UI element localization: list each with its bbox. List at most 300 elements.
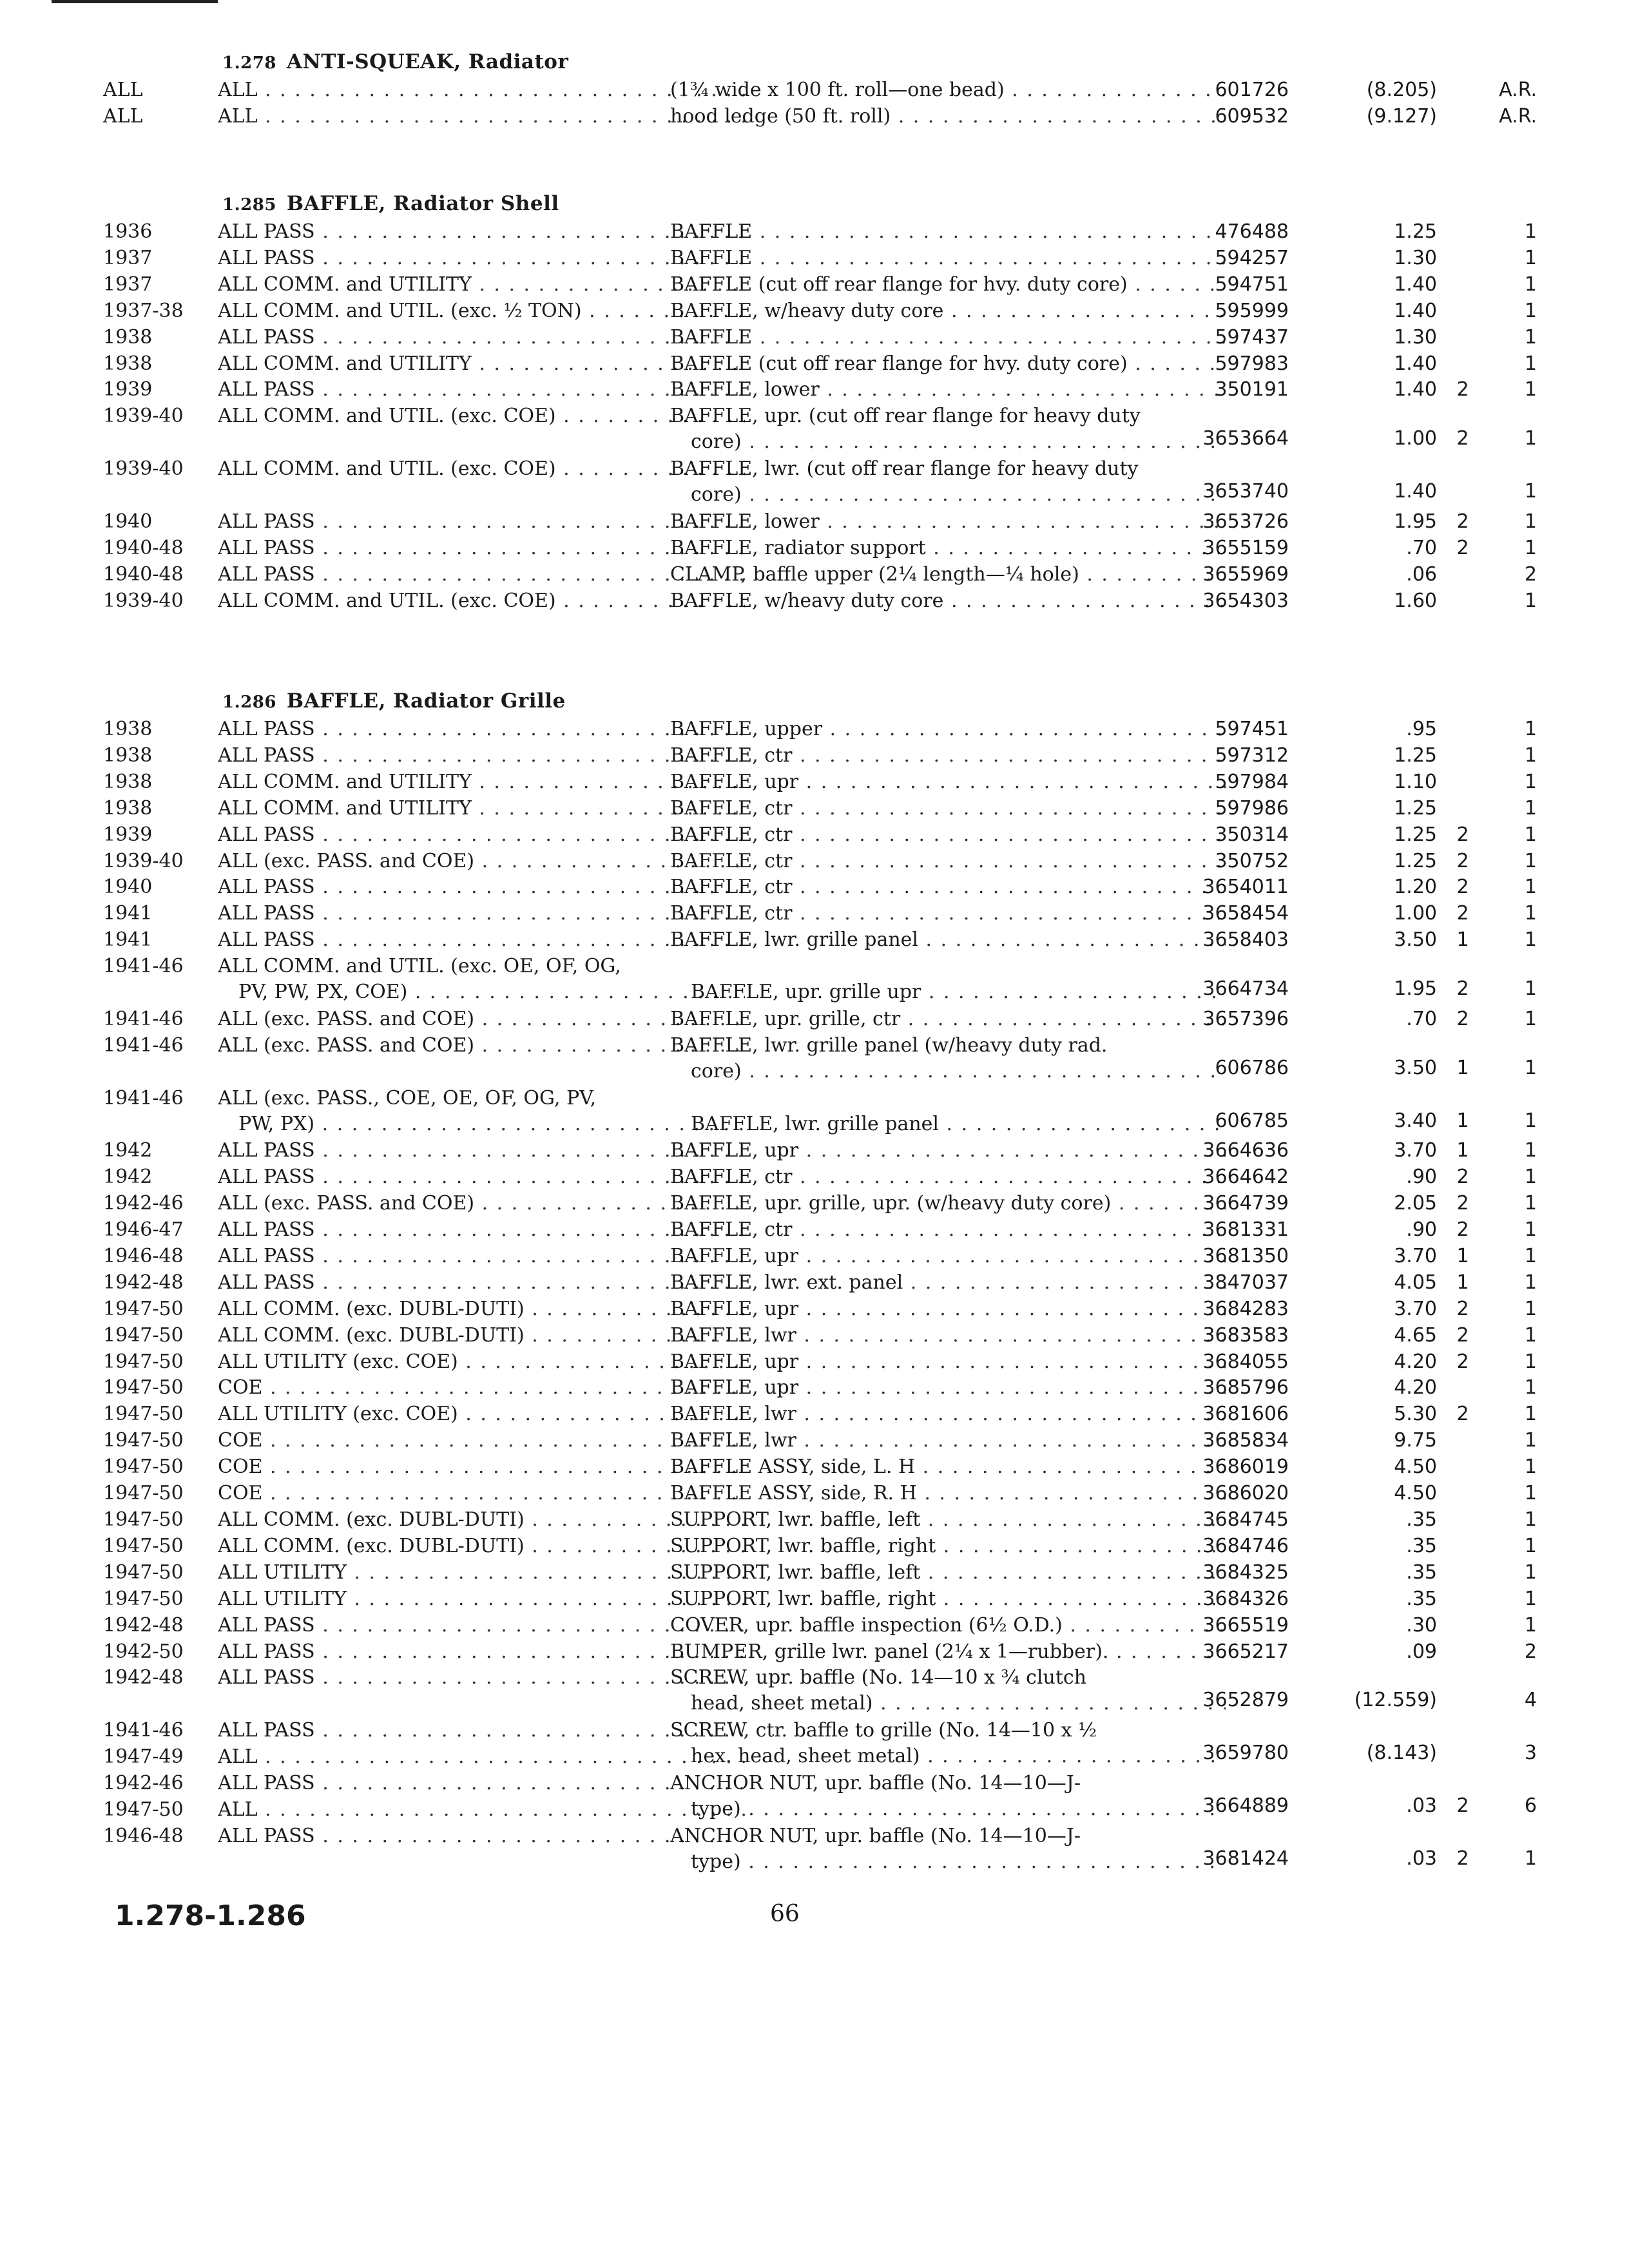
model-year: 1938 [103,718,153,740]
part-number: 350752 [1215,850,1289,872]
model-text-value: ALL [218,79,258,101]
description-text: BAFFLE, upr. grille, ctr [670,1008,901,1030]
model-text-value: COE [218,1429,263,1452]
model-text [218,1586,745,1612]
model-text-value: ALL PASS [218,876,315,898]
description-line [670,482,1226,508]
model-applicability [218,1217,745,1243]
description-text: BAFFLE ASSY, side, L. H [670,1456,916,1478]
model-applicability [218,1349,745,1375]
model-applicability [218,535,745,561]
part-description [670,298,1226,324]
model-text-value: ALL PASS [218,1271,315,1294]
model-text-value: COE [218,1482,263,1504]
model-text-value: COE [218,1376,263,1399]
quantity: 1 [1524,1298,1537,1320]
description-text: BAFFLE, upr [670,1350,799,1373]
model-text [218,588,745,614]
description-line [670,1401,1226,1427]
model-text-value: ALL PASS [218,1825,315,1847]
model-applicability [218,1771,745,1796]
model-text-value: ALL PASS [218,1640,315,1663]
model-year: 1939 [103,378,153,401]
part-number: 3681606 [1202,1403,1289,1425]
part-number: 597312 [1215,744,1289,767]
part-description [670,822,1226,848]
model-text-value: ALL PASS [218,326,315,349]
description-line [670,377,1226,403]
quantity: A.R. [1499,105,1537,128]
description-line [670,874,1226,900]
list-price: 4.50 [1394,1482,1437,1504]
quantity: 1 [1524,850,1537,872]
quantity: 1 [1524,1614,1537,1637]
description-text: BAFFLE, lwr. ext. panel [670,1271,903,1294]
model-text [218,1270,745,1296]
part-number: 595999 [1215,300,1289,322]
part-description [670,1507,1226,1533]
dot-leader [741,1850,1226,1873]
group-code: 1 [1456,1271,1469,1294]
list-price: 3.70 [1394,1139,1437,1162]
part-description [670,1323,1226,1349]
description-text: BAFFLE (cut off rear flange for hvy. duty core) [670,273,1128,296]
model-text [218,1454,745,1480]
list-price: 3.50 [1394,928,1437,951]
part-number: 3684055 [1202,1350,1289,1373]
model-text [218,769,745,795]
model-text [218,245,745,271]
model-year: 1947-49 [103,1745,184,1768]
group-code: 2 [1456,537,1469,559]
description-line [670,716,1226,742]
model-text [218,509,745,535]
dot-leader [741,1798,1226,1820]
model-text [218,1744,745,1770]
part-number: 3664642 [1202,1166,1289,1188]
part-description [670,1296,1226,1322]
model-applicability [218,1586,745,1612]
model-text-value: ALL PASS [218,1245,315,1267]
model-text-value: PW, PX) [238,1113,315,1135]
part-description [670,509,1226,535]
description-text: BAFFLE, lwr [670,1429,796,1452]
description-text: hex. head, sheet metal) [691,1745,920,1767]
group-code: 2 [1456,1192,1469,1215]
model-text-value: ALL PASS [218,1218,315,1241]
model-year: 1946-48 [103,1825,184,1847]
model-applicability [218,1613,745,1639]
model-text-value: ALL UTILITY (exc. COE) [218,1403,458,1425]
part-description [670,272,1226,298]
model-text [218,1771,745,1796]
part-description [670,1823,1226,1875]
part-number: 3664636 [1202,1139,1289,1162]
model-year: 1942-46 [103,1192,184,1215]
list-price: 1.95 [1394,977,1437,1000]
description-line [670,245,1226,271]
description-line [670,509,1226,535]
model-text-value: ALL PASS [218,220,315,243]
model-text [218,1718,745,1744]
part-number: 3684326 [1202,1588,1289,1610]
part-number: 3655969 [1202,563,1289,586]
part-description [670,716,1226,742]
list-price: (8.205) [1366,79,1437,101]
description-line [670,1849,1226,1875]
model-year: 1940 [103,876,153,898]
description-text: SCREW, ctr. baffle to grille (No. 14—10 x ½ [670,1719,1097,1742]
model-year: 1942-48 [103,1614,184,1637]
part-number: 3683583 [1202,1324,1289,1347]
part-description [670,1401,1226,1427]
list-price: .30 [1406,1614,1437,1637]
model-applicability [218,1296,745,1322]
part-description [670,1375,1226,1401]
description-line [670,1796,1226,1822]
description-line [670,1718,1226,1744]
model-applicability [218,716,745,742]
quantity: 1 [1524,427,1537,450]
description-text: BAFFLE [670,247,753,269]
description-text: BAFFLE, ctr [670,797,793,820]
quantity: 1 [1524,1376,1537,1399]
model-applicability [218,743,745,769]
description-line [670,77,1226,103]
quantity: 1 [1524,1218,1537,1241]
description-line [670,429,1226,455]
list-price: (12.559) [1354,1689,1437,1711]
model-applicability [218,1823,745,1849]
top-rule [52,0,218,3]
description-text: SCREW, upr. baffle (No. 14—10 x ¾ clutch [670,1666,1086,1689]
list-price: .90 [1406,1166,1437,1188]
model-text [218,377,745,403]
model-text-value: ALL COMM. and UTIL. (exc. COE) [218,457,556,480]
model-text-value: ALL COMM. and UTIL. (exc. ½ TON) [218,300,582,322]
model-text [218,796,745,822]
model-text [218,1033,745,1059]
model-text [218,403,745,429]
model-year: ALL [103,105,143,128]
description-line [670,1428,1226,1454]
model-text [218,1639,745,1665]
list-price: .35 [1406,1535,1437,1557]
model-text-value: ALL COMM. (exc. DUBL-DUTI) [218,1535,525,1557]
quantity: 1 [1524,352,1537,375]
description-line [670,743,1226,769]
model-applicability [218,104,745,130]
list-price: 3.40 [1394,1110,1437,1132]
description-line [670,104,1226,130]
part-description [670,1639,1226,1665]
part-number: 594751 [1215,273,1289,296]
model-text-value: ALL COMM. and UTILITY [218,273,472,296]
model-year: 1947-50 [103,1456,184,1478]
list-price: 1.25 [1394,744,1437,767]
description-text: SUPPORT, lwr. baffle, right [670,1535,936,1557]
model-year: 1946-47 [103,1218,184,1241]
part-number: 3847037 [1202,1271,1289,1294]
quantity: 1 [1524,1271,1537,1294]
model-text-value: ALL PASS [218,563,315,586]
list-price: .06 [1406,563,1437,586]
part-description [670,377,1226,403]
quantity: A.R. [1499,79,1537,101]
description-text: BAFFLE, upper [670,718,823,740]
description-line [670,1270,1226,1296]
model-text [218,1797,745,1823]
model-text-value: ALL PASS [218,1719,315,1742]
model-text-value: ALL UTILITY [218,1561,347,1584]
model-applicability [218,1639,745,1665]
list-price: 1.25 [1394,797,1437,820]
list-price: 1.00 [1394,427,1437,450]
list-price: .03 [1406,1847,1437,1870]
model-year: 1942-48 [103,1271,184,1294]
footer-section-range: 1.278-1.286 [115,1899,306,1932]
part-description [670,1138,1226,1164]
description-line [670,535,1226,561]
section-number: 1.286 [222,693,276,712]
description-line [670,1006,1226,1032]
quantity: 1 [1524,1245,1537,1267]
part-number: 3664889 [1202,1794,1289,1817]
model-text-value: ALL COMM. and UTILITY [218,797,472,820]
part-description [670,1033,1226,1084]
description-text: BAFFLE, w/heavy duty core [670,590,944,612]
list-price: 1.25 [1394,823,1437,846]
description-text: BAFFLE, upr [670,1376,799,1399]
model-year: 1947-50 [103,1376,184,1399]
model-text-value: ALL (exc. PASS., COE, OE, OF, OG, PV, [218,1087,597,1110]
model-year: 1942-50 [103,1640,184,1663]
model-applicability [218,1454,745,1480]
model-year: 1946-48 [103,1245,184,1267]
part-number: 350191 [1215,378,1289,401]
description-line [670,1586,1226,1612]
quantity: 1 [1524,537,1537,559]
description-line [670,954,1226,979]
description-text: BAFFLE, upr [670,1298,799,1320]
quantity: 1 [1524,590,1537,612]
group-code: 2 [1456,510,1469,533]
description-line [670,796,1226,822]
model-year: 1947-50 [103,1561,184,1584]
part-number: 3654303 [1202,590,1289,612]
model-text [218,298,745,324]
description-line [670,1665,1226,1691]
part-number: 3659780 [1202,1742,1289,1764]
description-line [670,1454,1226,1480]
description-text: BAFFLE, lower [670,378,820,401]
model-year: 1947-50 [103,1482,184,1504]
quantity: 1 [1524,378,1537,401]
model-applicability [218,298,745,324]
model-text [218,1217,745,1243]
section-title [222,192,559,215]
description-line [670,456,1226,482]
model-applicability [218,927,745,953]
part-number: 3654011 [1202,876,1289,898]
description-text: COVER, upr. baffle inspection (6½ O.D.) [670,1614,1063,1637]
description-text: BAFFLE, lwr. grille panel [670,928,919,951]
model-applicability [218,1323,745,1349]
part-number: 597437 [1215,326,1289,349]
quantity: 1 [1524,1847,1537,1870]
part-description [670,1217,1226,1243]
model-text-value: ALL PASS [218,928,315,951]
list-price: 3.70 [1394,1245,1437,1267]
group-code: 1 [1456,1139,1469,1162]
model-applicability [218,562,745,588]
model-text [218,927,745,953]
model-year: 1937-38 [103,300,184,322]
part-number: 597451 [1215,718,1289,740]
description-text: CLAMP, baffle upper (2¼ length—¼ hole) [670,563,1079,586]
part-description [670,1454,1226,1480]
model-year: 1947-50 [103,1403,184,1425]
model-text [218,562,745,588]
model-text [218,351,745,377]
description-line [670,901,1226,927]
model-year: 1940-48 [103,537,184,559]
model-applicability [218,1006,745,1032]
group-code: 2 [1456,1324,1469,1347]
description-text: core) [691,1060,742,1082]
part-description [670,245,1226,271]
model-applicability [218,769,745,795]
model-text-value: PV, PW, PX, COE) [238,981,408,1003]
part-description [670,535,1226,561]
description-text: head, sheet metal) [691,1692,873,1715]
part-number: 597983 [1215,352,1289,375]
model-text [218,104,745,130]
part-description [670,1771,1226,1822]
part-description [670,104,1226,130]
list-price: .70 [1406,537,1437,559]
model-year: 1942 [103,1166,153,1188]
group-code: 2 [1456,977,1469,1000]
part-description [670,1560,1226,1586]
part-description [670,1270,1226,1296]
quantity: 1 [1524,1588,1537,1610]
description-line [670,1033,1226,1059]
part-number: 3653740 [1202,480,1289,503]
description-text: BUMPER, grille lwr. panel (2¼ x 1—rubber). [670,1640,1109,1663]
model-year: 1938 [103,326,153,349]
description-line [670,351,1226,377]
quantity: 1 [1524,1324,1537,1347]
model-text [218,1323,745,1349]
description-text: BAFFLE, lwr. (cut off rear flange for heavy duty [670,457,1139,480]
model-text [218,743,745,769]
model-year: 1938 [103,744,153,767]
list-price: 5.30 [1394,1403,1437,1425]
model-text [218,979,745,1005]
model-year: 1941 [103,928,153,951]
model-year: 1947-50 [103,1798,184,1821]
model-applicability [218,1164,745,1190]
part-description [670,796,1226,822]
model-text-value: ALL COMM. and UTIL. (exc. OE, OF, OG, [218,955,621,977]
model-applicability [218,1533,745,1559]
dot-leader [742,1060,1226,1082]
model-applicability [218,849,745,874]
section-number: 1.278 [222,53,276,73]
part-description [670,1164,1226,1190]
model-applicability [218,1244,745,1269]
model-applicability [218,1507,745,1533]
description-line [670,1639,1226,1665]
description-line [670,1533,1226,1559]
description-text: BAFFLE, ctr [670,902,793,925]
quantity: 1 [1524,902,1537,925]
list-price: .09 [1406,1640,1437,1663]
list-price: .03 [1406,1794,1437,1817]
description-text: BAFFLE, ctr [670,744,793,767]
quantity: 2 [1524,1640,1537,1663]
list-price: 4.05 [1394,1271,1437,1294]
description-line [670,1164,1226,1190]
description-text: type) [691,1798,741,1820]
description-line [670,562,1226,588]
description-line [670,1323,1226,1349]
model-text [218,1665,745,1691]
list-price: 4.20 [1394,1350,1437,1373]
quantity: 1 [1524,1008,1537,1030]
group-code: 1 [1456,1245,1469,1267]
list-price: 1.40 [1394,300,1437,322]
group-code: 2 [1456,1794,1469,1817]
model-applicability [218,796,745,822]
description-text: BAFFLE ASSY, side, R. H [670,1482,917,1504]
model-text-value: ALL [218,1745,258,1768]
model-year: 1941 [103,902,153,925]
model-year: 1947-50 [103,1535,184,1557]
model-text [218,1296,745,1322]
list-price: .35 [1406,1561,1437,1584]
description-text: SUPPORT, lwr. baffle, right [670,1588,936,1610]
model-applicability [218,403,745,429]
description-text: type) [691,1850,741,1873]
model-applicability [218,1138,745,1164]
model-text-value: ALL [218,105,258,128]
part-description [670,403,1226,455]
description-line [670,298,1226,324]
quantity: 1 [1524,744,1537,767]
quantity: 1 [1524,928,1537,951]
list-price: 1.10 [1394,771,1437,793]
quantity: 1 [1524,1350,1537,1373]
model-year: 1941-46 [103,1008,184,1030]
part-description [670,1665,1226,1716]
part-description [670,1481,1226,1506]
part-number: 3664734 [1202,977,1289,1000]
part-number: 3681331 [1202,1218,1289,1241]
description-text: BAFFLE (cut off rear flange for hvy. duty core) [670,352,1128,375]
description-text: BAFFLE, ctr [670,823,793,846]
model-text [218,219,745,245]
list-price: 1.40 [1394,480,1437,503]
list-price: 1.95 [1394,510,1437,533]
model-applicability [218,901,745,927]
model-year: 1942-46 [103,1772,184,1794]
dot-leader [258,1745,745,1768]
part-number: 3685834 [1202,1429,1289,1452]
description-text: BAFFLE, w/heavy duty core [670,300,944,322]
description-text: BAFFLE, ctr [670,876,793,898]
